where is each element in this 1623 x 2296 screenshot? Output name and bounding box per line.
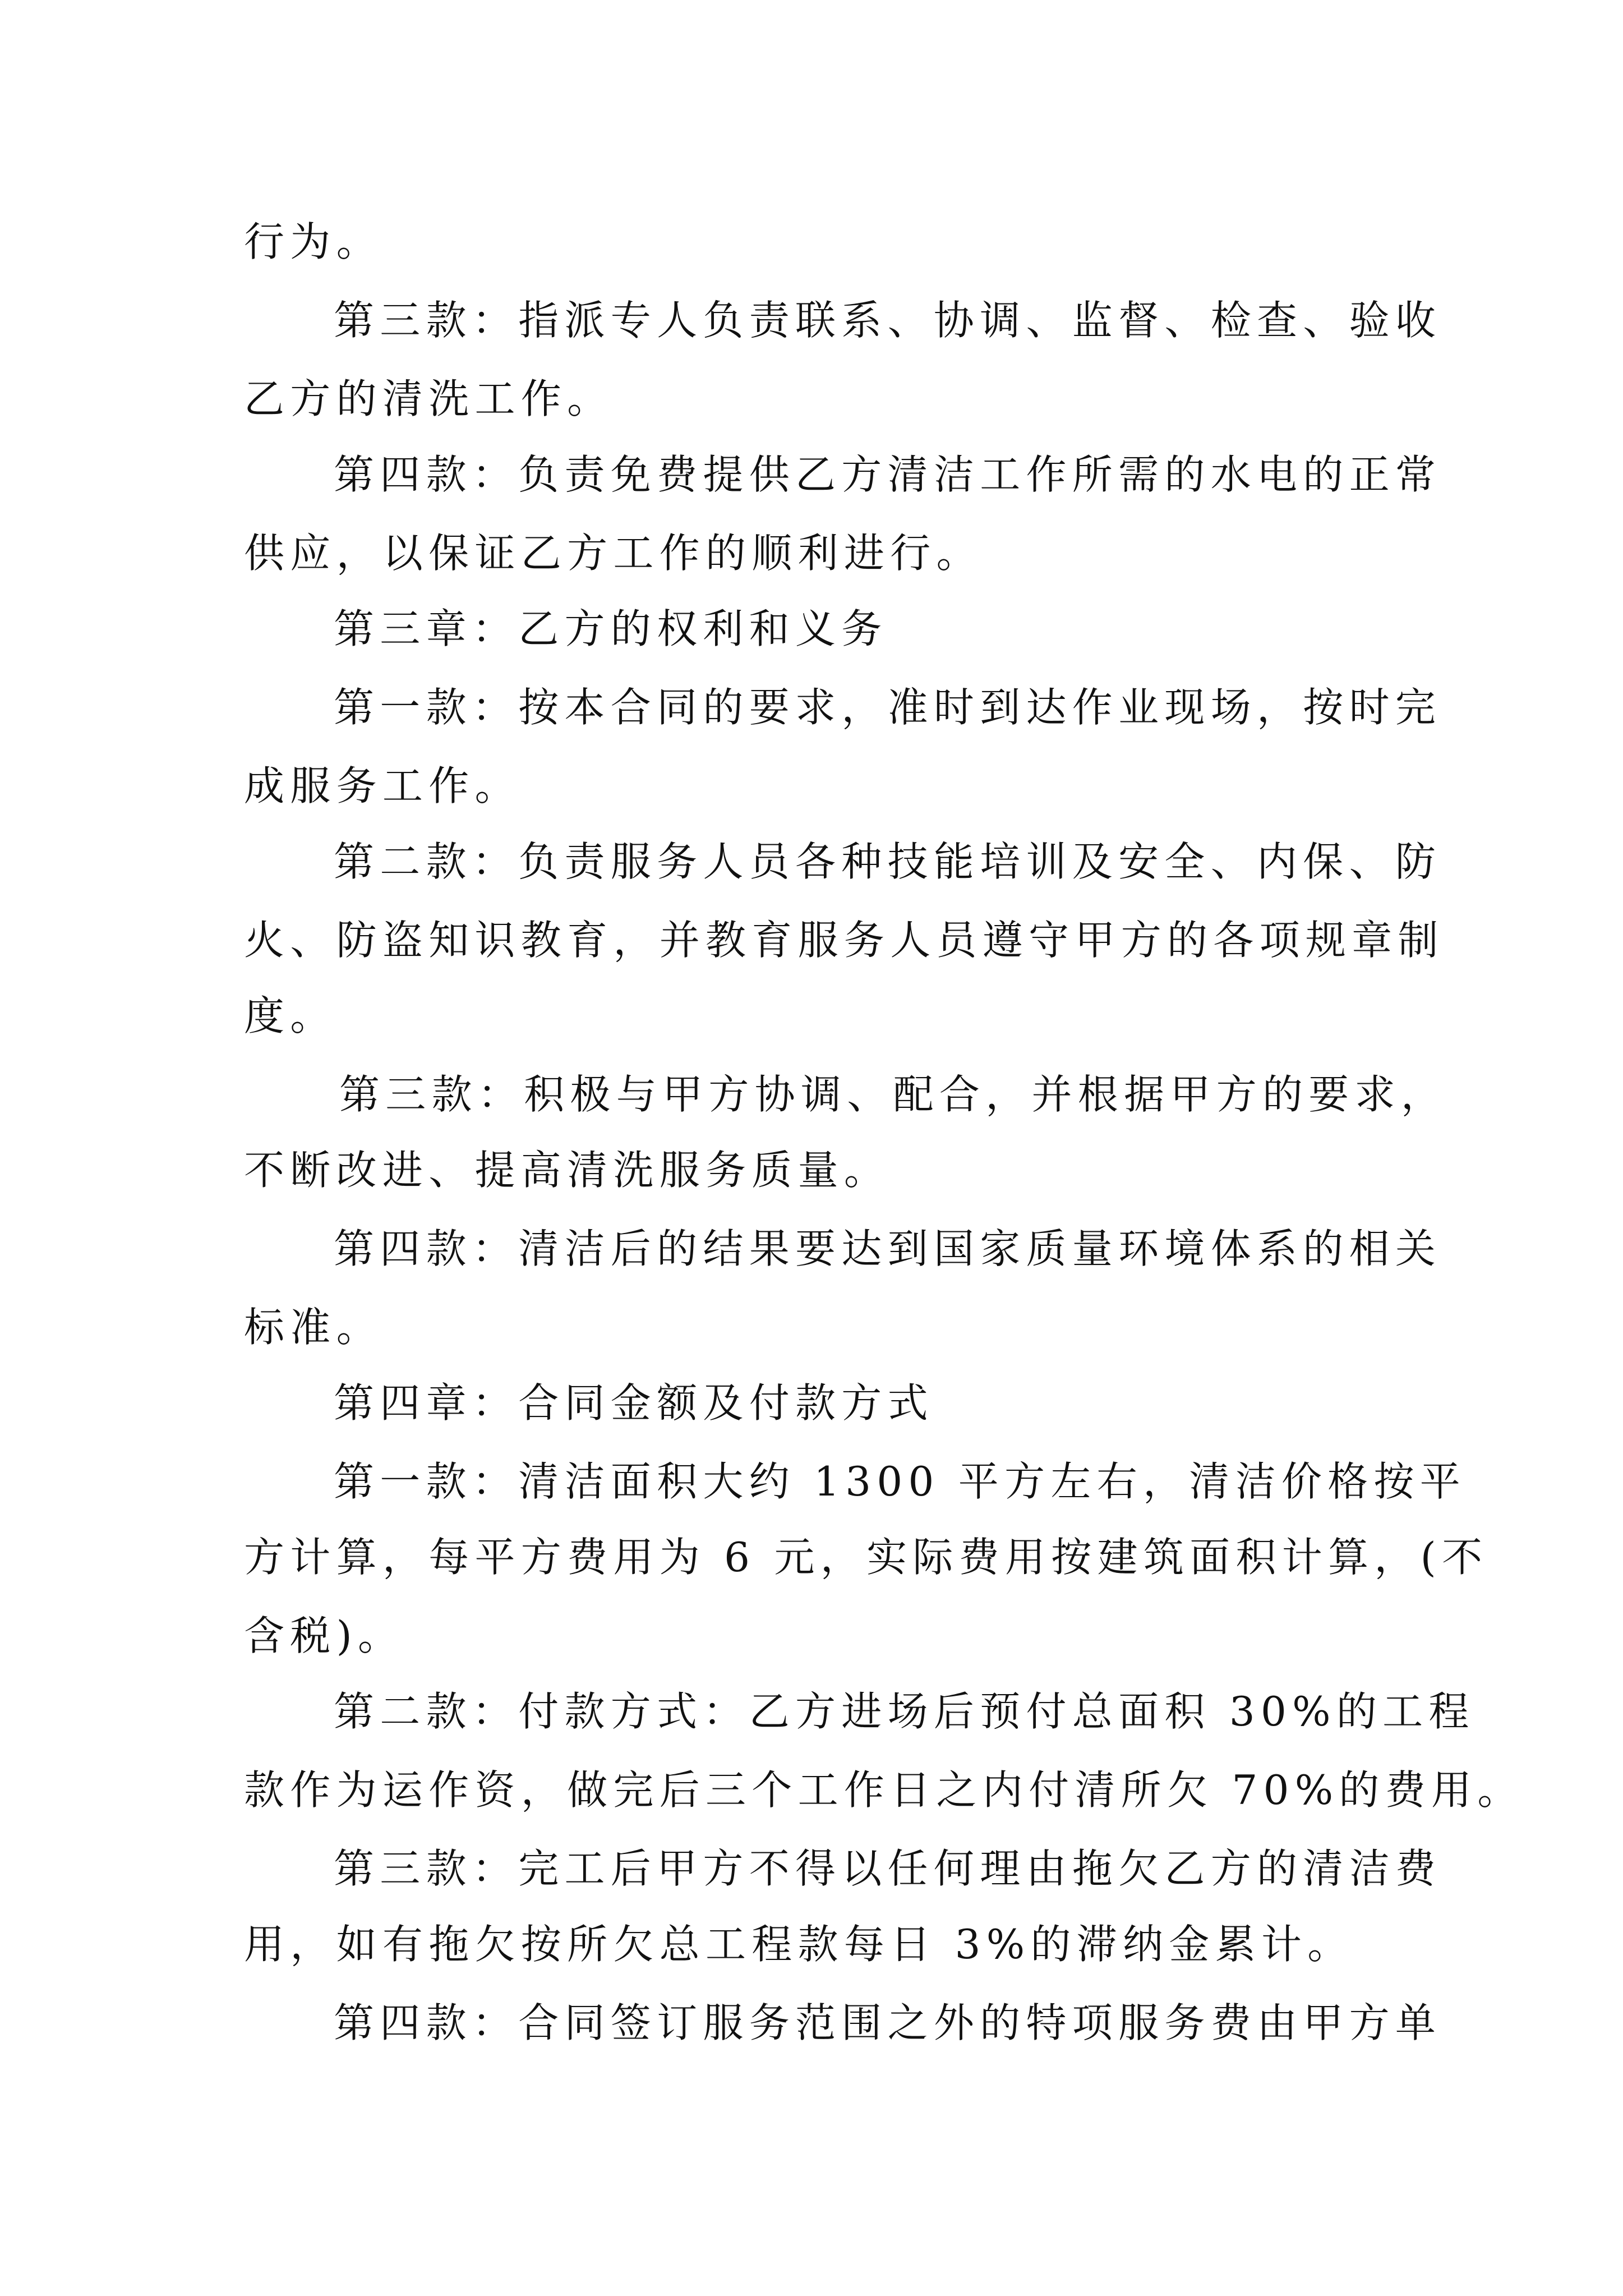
text-line: 第二款：付款方式：乙方进场后预付总面积 30%的工程 [334,1688,1475,1735]
text-line: 行为。 [244,218,382,265]
text-line: 度。 [244,992,336,1039]
text-line: 用，如有拖欠按所欠总工程款每日 3%的滞纳金累计。 [244,1921,1354,1968]
text-line: 方计算，每平方费用为 6 元，实际费用按建筑面积计算，(不 [244,1534,1488,1581]
text-line: 第一款：清洁面积大约 1300 平方左右，清洁价格按平 [334,1458,1467,1505]
text-line: 第二款：负责服务人员各种技能培训及安全、内保、防 [334,838,1442,885]
text-line: 第三款：积极与甲方协调、配合，并根据甲方的要求， [339,1071,1447,1118]
text-line: 第四款：清洁后的结果要达到国家质量环境体系的相关 [334,1225,1442,1272]
text-line: 火、防盗知识教育，并教育服务人员遵守甲方的各项规章制 [244,917,1444,964]
text-line: 成服务工作。 [244,762,521,809]
text-line: 第四款：负责免费提供乙方清洁工作所需的水电的正常 [334,451,1442,498]
text-line: 第四章：合同金额及付款方式 [334,1379,934,1427]
text-line: 第三章：乙方的权利和义务 [334,605,888,652]
text-line: 款作为运作资，做完后三个工作日之内付清所欠 70%的费用。 [244,1766,1524,1814]
text-line: 第三款：完工后甲方不得以任何理由拖欠乙方的清洁费 [334,1845,1442,1892]
text-line: 标准。 [244,1304,382,1351]
text-line: 第三款：指派专人负责联系、协调、监督、检查、验收 [334,297,1442,344]
text-line: 供应，以保证乙方工作的顺利进行。 [244,530,983,577]
text-line: 乙方的清洗工作。 [244,375,614,422]
text-line: 含税)。 [244,1612,404,1659]
text-line: 不断改进、提高清洗服务质量。 [244,1147,891,1194]
text-line: 第一款：按本合同的要求，准时到达作业现场，按时完 [334,684,1442,731]
text-line: 第四款：合同签订服务范围之外的特项服务费由甲方单 [334,1999,1442,2046]
